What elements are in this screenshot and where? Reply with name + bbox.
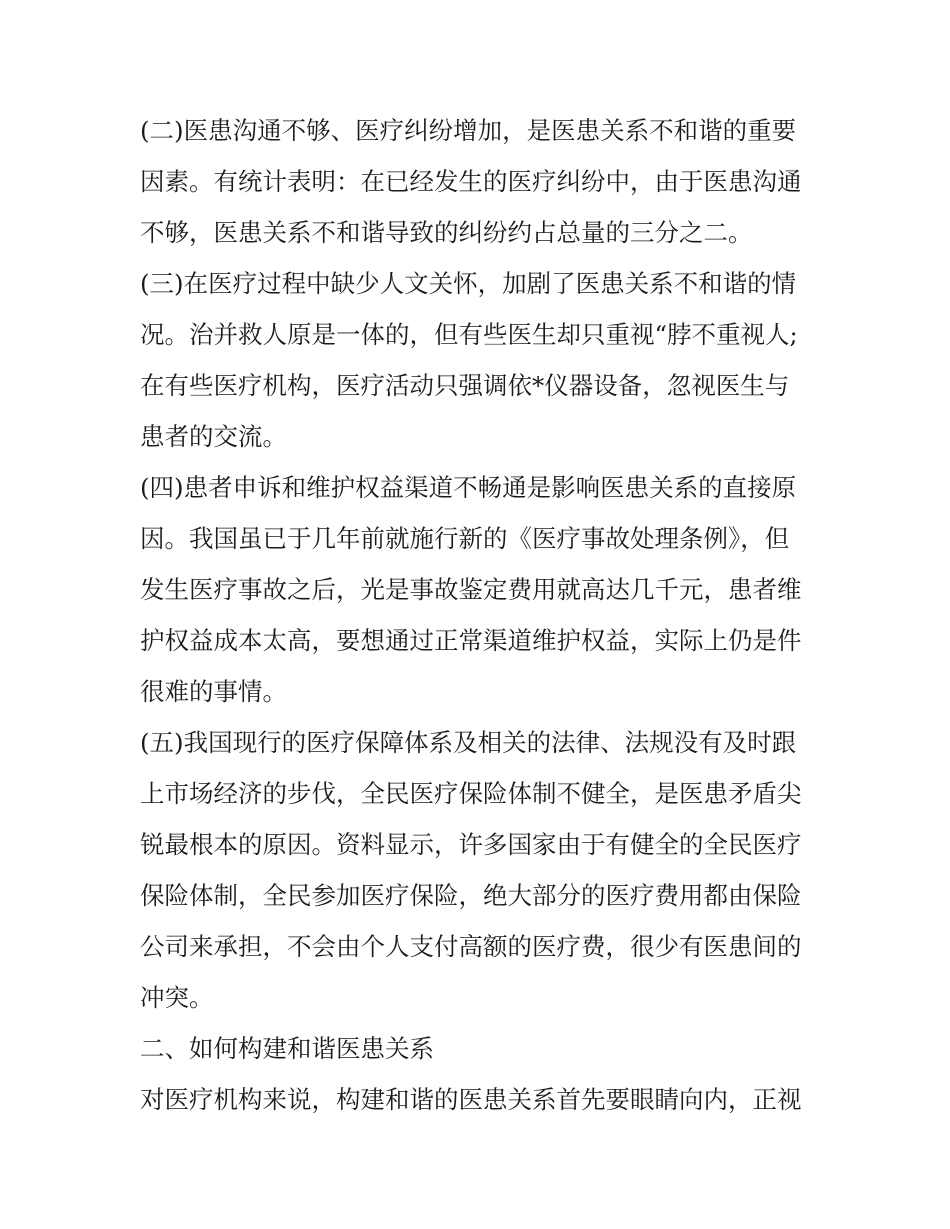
text-line: 锐最根本的原因。资料显示，许多国家由于有健全的全民医疗 — [140, 830, 802, 859]
text-line: 不够，医患关系不和谐导致的纠纷约占总量的三分之二。 — [140, 218, 753, 247]
text-line: (四)患者申诉和维护权益渠道不畅通是影响医患关系的直接原 — [140, 473, 797, 502]
text-line: 因。我国虽已于几年前就施行新的《医疗事故处理条例》，但 — [140, 524, 790, 553]
text-line: 况。治并救人原是一体的，但有些医生却只重视“脖不重视人; — [140, 320, 798, 349]
text-line: 患者的交流。 — [140, 422, 287, 451]
section-heading: 二、如何构建和谐医患关系 — [140, 1034, 434, 1063]
text-line: 因素。有统计表明：在已经发生的医疗纠纷中，由于医患沟通 — [140, 167, 802, 196]
text-line: 护权益成本太高，要想通过正常渠道维护权益，实际上仍是件 — [140, 626, 802, 655]
text-line: 很难的事情。 — [140, 677, 287, 706]
text-line: 对医疗机构来说，构建和谐的医患关系首先要眼睛向内，正视 — [140, 1085, 802, 1114]
text-line: (五)我国现行的医疗保障体系及相关的法律、法规没有及时跟 — [140, 728, 797, 757]
text-line: (三)在医疗过程中缺少人文关怀，加剧了医患关系不和谐的情 — [140, 269, 797, 298]
document-body — [140, 105, 820, 1125]
text-line: 在有些医疗机构，医疗活动只强调依*仪器设备，忽视医生与 — [140, 371, 790, 400]
text-line: (二)医患沟通不够、医疗纠纷增加，是医患关系不和谐的重要 — [140, 116, 797, 145]
text-line: 发生医疗事故之后，光是事故鉴定费用就高达几千元，患者维 — [140, 575, 802, 604]
text-line: 保险体制，全民参加医疗保险，绝大部分的医疗费用都由保险 — [140, 881, 802, 910]
text-line: 冲突。 — [140, 983, 214, 1012]
text-line: 公司来承担，不会由个人支付高额的医疗费，很少有医患间的 — [140, 932, 802, 961]
text-line: 上市场经济的步伐，全民医疗保险体制不健全，是医患矛盾尖 — [140, 779, 802, 808]
